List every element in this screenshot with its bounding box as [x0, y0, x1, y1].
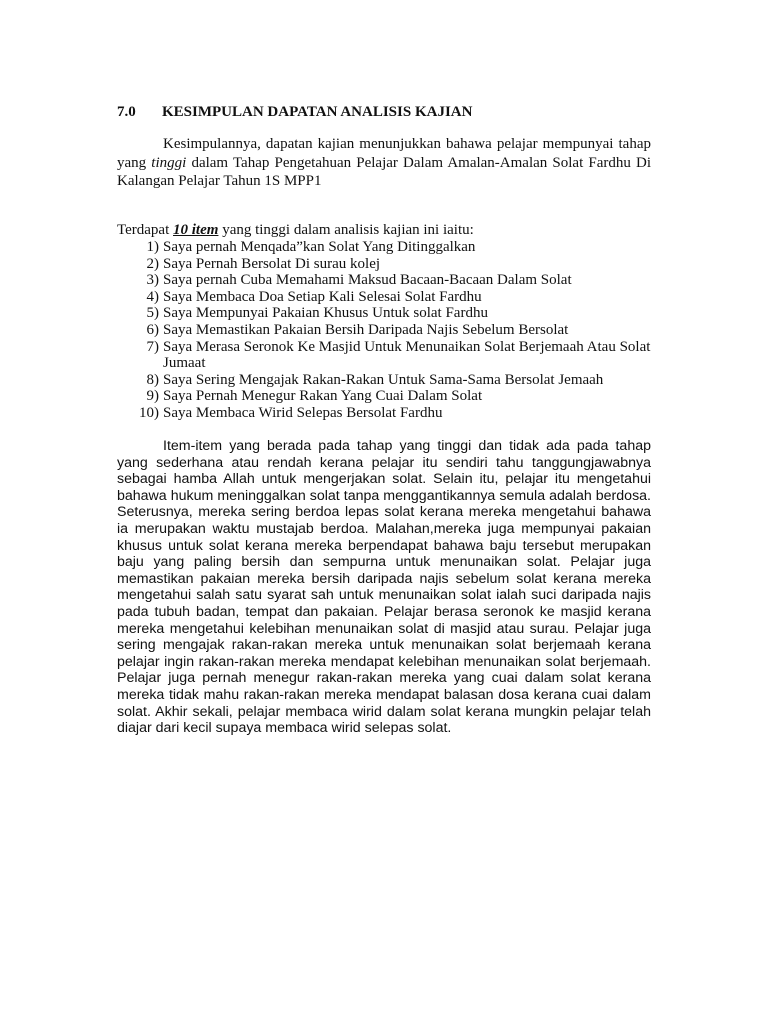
list-item-text: Saya Merasa Seronok Ke Masjid Untuk Menunaikan Solat Berjemaah Atau Solat Jumaat — [163, 338, 651, 372]
list-item — [117, 405, 657, 422]
list-item-number: 4) — [146, 288, 159, 305]
list-item-number: 2) — [146, 255, 159, 272]
intro-text-start: Kesimpulannya, dapatan kajian menunjukkan bahawa pelajar mempunyai tahap yang — [117, 136, 651, 171]
item-count: 10 item — [173, 222, 219, 238]
section-title: KESIMPULAN DAPATAN ANALISIS KAJIAN — [162, 104, 473, 120]
list-item-number: 3) — [146, 272, 159, 289]
list-item-number: 1) — [146, 239, 159, 255]
intro-text-end: dalam Tahap Pengetahuan Pelajar Dalam Amalan-Amalan Solat Fardhu Di Kalangan Pelajar Tahun 1S MPP1 — [117, 154, 651, 189]
list-item-text: Saya Mempunyai Pakaian Khusus Untuk solat Fardhu — [163, 305, 488, 322]
list-item — [117, 256, 657, 273]
list-item-text: Saya Sering Mengajak Rakan-Rakan Untuk Sama-Sama Bersolat Jemaah — [163, 371, 604, 388]
list-intro-start: Terdapat — [117, 222, 174, 238]
list-item-number: 10) — [139, 404, 159, 421]
list-item — [117, 388, 657, 405]
item-list — [117, 239, 657, 422]
discussion-paragraph: Item-item yang berada pada tahap yang tinggi dan tidak ada pada tahap yang sederhana atau rendah kerana pelajar itu sendiri tahu tanggungjawabnya sebagai hamba Allah untuk mengerjakan solat. Selain itu, pelajar itu mengetahui bahawa hukum meninggalkan solat tanpa menggantikannya semula adalah berdosa. Seterusnya, mereka sering berdoa lepas solat kerana mereka mengetahui bahawa ia merupakan waktu mustajab berdoa. Malahan,mereka juga mempunyai pakaian khusus untuk solat kerana mereka berpendapat bahawa baju tersebut merupakan baju yang paling bersih dan sempurna untuk menunaikan solat. Pelajar juga memastikan pakaian mereka bersih daripada najis sebelum solat kerana mereka mengetahui salah satu syarat sah untuk menunaikan solat ialah suci daripada najis pada tubuh badan, tempat dan pakaian. Pelajar berasa seronok ke masjid kerana mereka mengetahui kelebihan menunaikan solat di masjid atau surau. Pelajar juga sering mengajak rakan-rakan mereka untuk menunaikan solat berjemaah kerana pelajar ingin rakan-rakan mereka mendapat kelebihan menunaikan solat berjemaah. Pelajar juga pernah menegur rakan-rakan mereka yang cuai dalam solat kerana mereka tidak mahu rakan-rakan mereka mendapat balasan dosa kerana cuai dalam solat. Akhir sekali, pelajar membaca wirid dalam solat kerana mungkin pelajar telah diajar dari kecil supaya membaca wirid selepas solat. — [117, 438, 651, 737]
list-item — [117, 305, 657, 322]
list-item — [117, 339, 657, 372]
list-item-text: Saya pernah Menqada”kan Solat Yang Ditinggalkan — [163, 239, 476, 255]
list-item-number: 8) — [146, 371, 159, 388]
list-intro-end: yang tinggi dalam analisis kajian ini iaitu: — [218, 222, 474, 238]
list-item-text: Saya Memastikan Pakaian Bersih Daripada Najis Sebelum Bersolat — [163, 321, 569, 338]
intro-paragraph — [117, 135, 651, 191]
list-intro — [117, 222, 474, 239]
list-item-number: 7) — [146, 338, 159, 355]
list-item-text: Saya Membaca Doa Setiap Kali Selesai Solat Fardhu — [163, 288, 482, 305]
list-item — [117, 239, 657, 256]
section-heading — [117, 104, 472, 121]
intro-emphasis: tinggi — [151, 154, 187, 171]
list-item-text: Saya pernah Cuba Memahami Maksud Bacaan-Bacaan Dalam Solat — [163, 272, 572, 289]
list-item-text: Saya Pernah Menegur Rakan Yang Cuai Dalam Solat — [163, 388, 483, 405]
list-item — [117, 372, 657, 389]
list-item — [117, 322, 657, 339]
section-number: 7.0 — [117, 104, 136, 120]
list-item-number: 5) — [146, 305, 159, 322]
list-item — [117, 289, 657, 306]
list-item-number: 6) — [146, 321, 159, 338]
list-item-text: Saya Membaca Wirid Selepas Bersolat Fardhu — [163, 404, 443, 421]
list-item — [117, 272, 657, 289]
list-item-text: Saya Pernah Bersolat Di surau kolej — [163, 255, 381, 272]
list-item-number: 9) — [146, 388, 159, 405]
